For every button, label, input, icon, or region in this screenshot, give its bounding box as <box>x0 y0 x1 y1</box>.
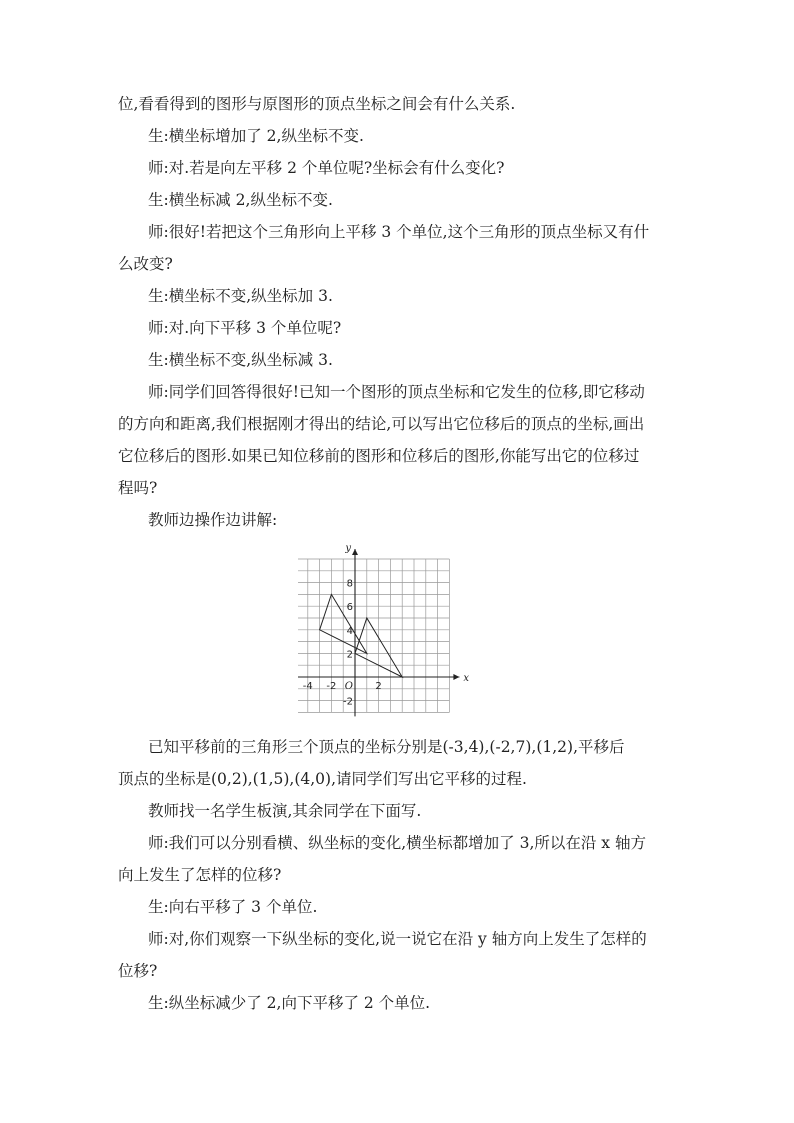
y-tick-label: 8 <box>346 578 353 590</box>
y-tick-label: 6 <box>346 602 353 614</box>
y-tick-label: -2 <box>343 696 353 708</box>
paragraph-line: 教师边操作边讲解: <box>148 511 278 529</box>
paragraph-line: 师:对,你们观察一下纵坐标的变化,说一说它在沿 y 轴方向上发生了怎样的 <box>148 930 647 948</box>
paragraph-line: 教师找一名学生板演,其余同学在下面写. <box>148 802 422 820</box>
y-axis-label: y <box>345 543 351 554</box>
paragraph-line: 生:横坐标增加了 2,纵坐标不变. <box>148 127 364 145</box>
y-axis-arrow <box>352 549 358 555</box>
document-page <box>118 88 678 1019</box>
paragraph-line: 生:横坐标减 2,纵坐标不变. <box>148 191 333 209</box>
coordinate-grid-diagram <box>298 542 498 727</box>
paragraph-line: 位移? <box>118 962 158 980</box>
paragraph-line: 生:横坐标不变,纵坐标加 3. <box>148 287 333 305</box>
y-tick-label: 2 <box>346 649 353 661</box>
paragraph-line: 么改变? <box>118 255 173 273</box>
paragraph-line: 的方向和距离,我们根据刚才得出的结论,可以写出它位移后的顶点的坐标,画出 <box>118 415 645 433</box>
x-tick-label: -4 <box>302 681 313 692</box>
paragraph-line: 向上发生了怎样的位移? <box>118 866 282 884</box>
coordinate-figure <box>118 542 678 727</box>
paragraph-line: 顶点的坐标是(0,2),(1,5),(4,0),请同学们写出它平移的过程. <box>118 770 527 788</box>
x-tick-label: 2 <box>375 681 382 692</box>
paragraph-line: 师:对.向下平移 3 个单位呢? <box>148 319 342 337</box>
paragraph-line: 它位移后的图形.如果已知位移前的图形和位移后的图形,你能写出它的位移过 <box>118 447 640 465</box>
paragraph-line: 生:向右平移了 3 个单位. <box>148 898 318 916</box>
x-axis-arrow <box>453 674 459 680</box>
x-tick-label: -2 <box>326 681 337 692</box>
text-block-top <box>118 88 678 536</box>
paragraph-line: 生:纵坐标减少了 2,向下平移了 2 个单位. <box>148 994 431 1012</box>
paragraph-line: 师:我们可以分别看横、纵坐标的变化,横坐标都增加了 3,所以在沿 x 轴方 <box>148 834 646 852</box>
paragraph-line: 师:对.若是向左平移 2 个单位呢?坐标会有什么变化? <box>148 159 505 177</box>
paragraph-line: 位,看看得到的图形与原图形的顶点坐标之间会有什么关系. <box>118 95 516 113</box>
origin-label: O <box>344 681 353 692</box>
paragraph-line: 已知平移前的三角形三个顶点的坐标分别是(-3,4),(-2,7),(1,2),平移后 <box>148 738 625 756</box>
paragraph-line: 程吗? <box>118 479 158 497</box>
y-tick-label: 4 <box>346 625 353 637</box>
text-block-bottom <box>118 731 678 1019</box>
x-axis-label: x <box>463 673 470 684</box>
paragraph-line: 生:横坐标不变,纵坐标减 3. <box>148 351 333 369</box>
paragraph-line: 师:同学们回答得很好!已知一个图形的顶点坐标和它发生的位移,即它移动 <box>148 383 645 401</box>
paragraph-line: 师:很好!若把这个三角形向上平移 3 个单位,这个三角形的顶点坐标又有什 <box>148 223 650 241</box>
